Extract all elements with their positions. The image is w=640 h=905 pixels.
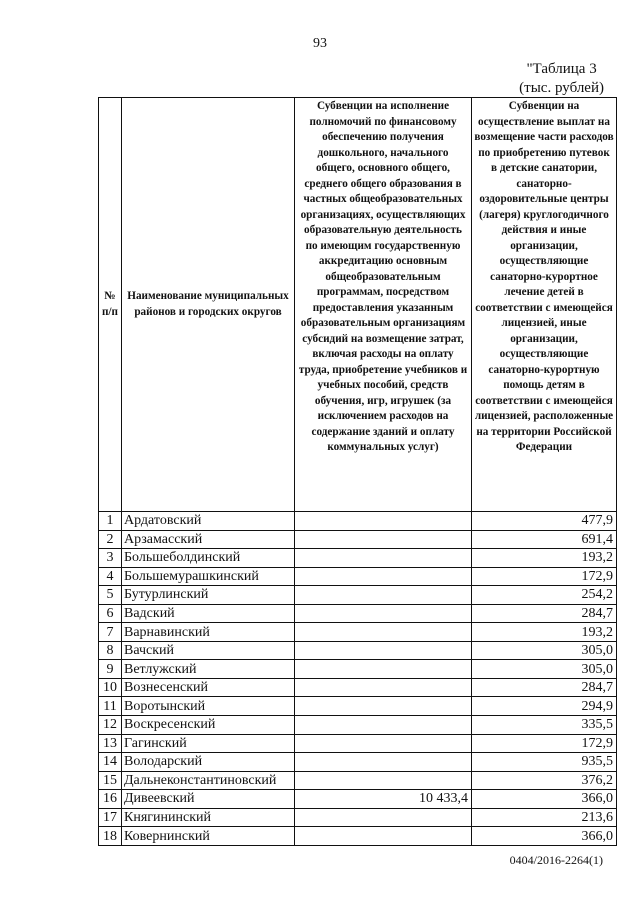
row-number-cell: 6: [99, 604, 122, 623]
private-schools-value-cell: [295, 808, 472, 827]
row-number-cell: 10: [99, 678, 122, 697]
table-row: [99, 827, 617, 846]
sanatorium-value-cell: 477,9: [472, 512, 617, 531]
sanatorium-value-cell: 935,5: [472, 753, 617, 772]
header-private-schools-subvention: Субвенции на исполнение полномочий по финансовому обеспечению получения дошкольного, начального общего, основного общего, среднего общего образования в частных общеобразовательных организациях, осуществляющих образовательную деятельность по имеющим государственную аккредитацию основным общеобразовательным программам, посредством предоставления указанным образовательным организациям субсидий на возмещение затрат, включая расходы на оплату труда, приобретение учебников и учебных пособий, средств обучения, игр, игрушек (за исключением расходов на содержание зданий и оплату коммунальных услуг): [295, 98, 472, 512]
private-schools-value-cell: [295, 697, 472, 716]
row-number-cell: 11: [99, 697, 122, 716]
row-number-cell: 5: [99, 586, 122, 605]
municipality-name-cell: Вачский: [122, 641, 295, 660]
private-schools-value-cell: [295, 678, 472, 697]
table-row: [99, 512, 617, 531]
table-row: [99, 549, 617, 568]
table-row: [99, 567, 617, 586]
header-sanatorium-vouchers-subvention: Субвенции на осуществление выплат на возмещение части расходов по приобретению путевок в детские санатории, санаторно-оздоровительные центры (лагеря) круглогодичного действия и иные организации, осуществляющие санаторно-курортное лечение детей в соответствии с имеющейся лицензией, иные организации, осуществляющие санаторно-курортную помощь детям в соответствии с имеющейся лицензией, расположенные на территории Российской Федерации: [472, 98, 617, 512]
private-schools-value-cell: [295, 771, 472, 790]
sanatorium-value-cell: 284,7: [472, 678, 617, 697]
municipality-name-cell: Дивеевский: [122, 790, 295, 809]
municipality-name-cell: Володарский: [122, 753, 295, 772]
sanatorium-value-cell: 335,5: [472, 716, 617, 735]
municipality-name-cell: Большеболдинский: [122, 549, 295, 568]
private-schools-value-cell: 10 433,4: [295, 790, 472, 809]
municipality-name-cell: Ардатовский: [122, 512, 295, 531]
table-row: [99, 753, 617, 772]
table-title: "Таблица 3: [526, 61, 597, 77]
row-number-cell: 4: [99, 567, 122, 586]
table-row: [99, 771, 617, 790]
table-row: [99, 716, 617, 735]
municipality-name-cell: Воскресенский: [122, 716, 295, 735]
table-row: [99, 586, 617, 605]
private-schools-value-cell: [295, 753, 472, 772]
private-schools-value-cell: [295, 827, 472, 846]
table-row: [99, 790, 617, 809]
table-row: [99, 808, 617, 827]
municipality-name-cell: Варнавинский: [122, 623, 295, 642]
row-number-cell: 2: [99, 530, 122, 549]
row-number-cell: 18: [99, 827, 122, 846]
table-row: [99, 678, 617, 697]
private-schools-value-cell: [295, 623, 472, 642]
row-number-cell: 15: [99, 771, 122, 790]
municipality-name-cell: Воротынский: [122, 697, 295, 716]
sanatorium-value-cell: 366,0: [472, 790, 617, 809]
private-schools-value-cell: [295, 567, 472, 586]
municipality-name-cell: Княгининский: [122, 808, 295, 827]
municipality-name-cell: Арзамасский: [122, 530, 295, 549]
table-row: [99, 660, 617, 679]
row-number-cell: 1: [99, 512, 122, 531]
sanatorium-value-cell: 284,7: [472, 604, 617, 623]
table-row: [99, 734, 617, 753]
sanatorium-value-cell: 172,9: [472, 734, 617, 753]
row-number-cell: 16: [99, 790, 122, 809]
municipality-name-cell: Большемурашкинский: [122, 567, 295, 586]
private-schools-value-cell: [295, 549, 472, 568]
table-body: [99, 512, 617, 846]
subventions-table: [98, 97, 617, 846]
sanatorium-value-cell: 305,0: [472, 641, 617, 660]
private-schools-value-cell: [295, 716, 472, 735]
municipality-name-cell: Дальнеконстантиновский: [122, 771, 295, 790]
municipality-name-cell: Ветлужский: [122, 660, 295, 679]
row-number-cell: 12: [99, 716, 122, 735]
sanatorium-value-cell: 254,2: [472, 586, 617, 605]
page-number: 93: [313, 36, 327, 51]
sanatorium-value-cell: 193,2: [472, 623, 617, 642]
municipality-name-cell: Вадский: [122, 604, 295, 623]
row-number-cell: 7: [99, 623, 122, 642]
private-schools-value-cell: [295, 641, 472, 660]
municipality-name-cell: Бутурлинский: [122, 586, 295, 605]
sanatorium-value-cell: 193,2: [472, 549, 617, 568]
sanatorium-value-cell: 213,6: [472, 808, 617, 827]
header-municipality-name: Наименование муниципальных районов и городских округов: [122, 98, 295, 512]
table-units: (тыс. рублей): [519, 80, 604, 96]
sanatorium-value-cell: 376,2: [472, 771, 617, 790]
row-number-cell: 14: [99, 753, 122, 772]
document-code: 0404/2016-2264(1): [509, 853, 603, 867]
table-row: [99, 697, 617, 716]
sanatorium-value-cell: 305,0: [472, 660, 617, 679]
municipality-name-cell: Гагинский: [122, 734, 295, 753]
row-number-cell: 3: [99, 549, 122, 568]
row-number-cell: 8: [99, 641, 122, 660]
sanatorium-value-cell: 691,4: [472, 530, 617, 549]
table-row: [99, 623, 617, 642]
municipality-name-cell: Ковернинский: [122, 827, 295, 846]
table-caption: [519, 60, 604, 98]
sanatorium-value-cell: 172,9: [472, 567, 617, 586]
municipality-name-cell: Вознесенский: [122, 678, 295, 697]
row-number-cell: 13: [99, 734, 122, 753]
header-number: № п/п: [99, 98, 122, 512]
table-row: [99, 604, 617, 623]
private-schools-value-cell: [295, 586, 472, 605]
table-row: [99, 530, 617, 549]
private-schools-value-cell: [295, 734, 472, 753]
row-number-cell: 9: [99, 660, 122, 679]
table-row: [99, 641, 617, 660]
row-number-cell: 17: [99, 808, 122, 827]
private-schools-value-cell: [295, 604, 472, 623]
private-schools-value-cell: [295, 512, 472, 531]
sanatorium-value-cell: 294,9: [472, 697, 617, 716]
private-schools-value-cell: [295, 530, 472, 549]
sanatorium-value-cell: 366,0: [472, 827, 617, 846]
private-schools-value-cell: [295, 660, 472, 679]
